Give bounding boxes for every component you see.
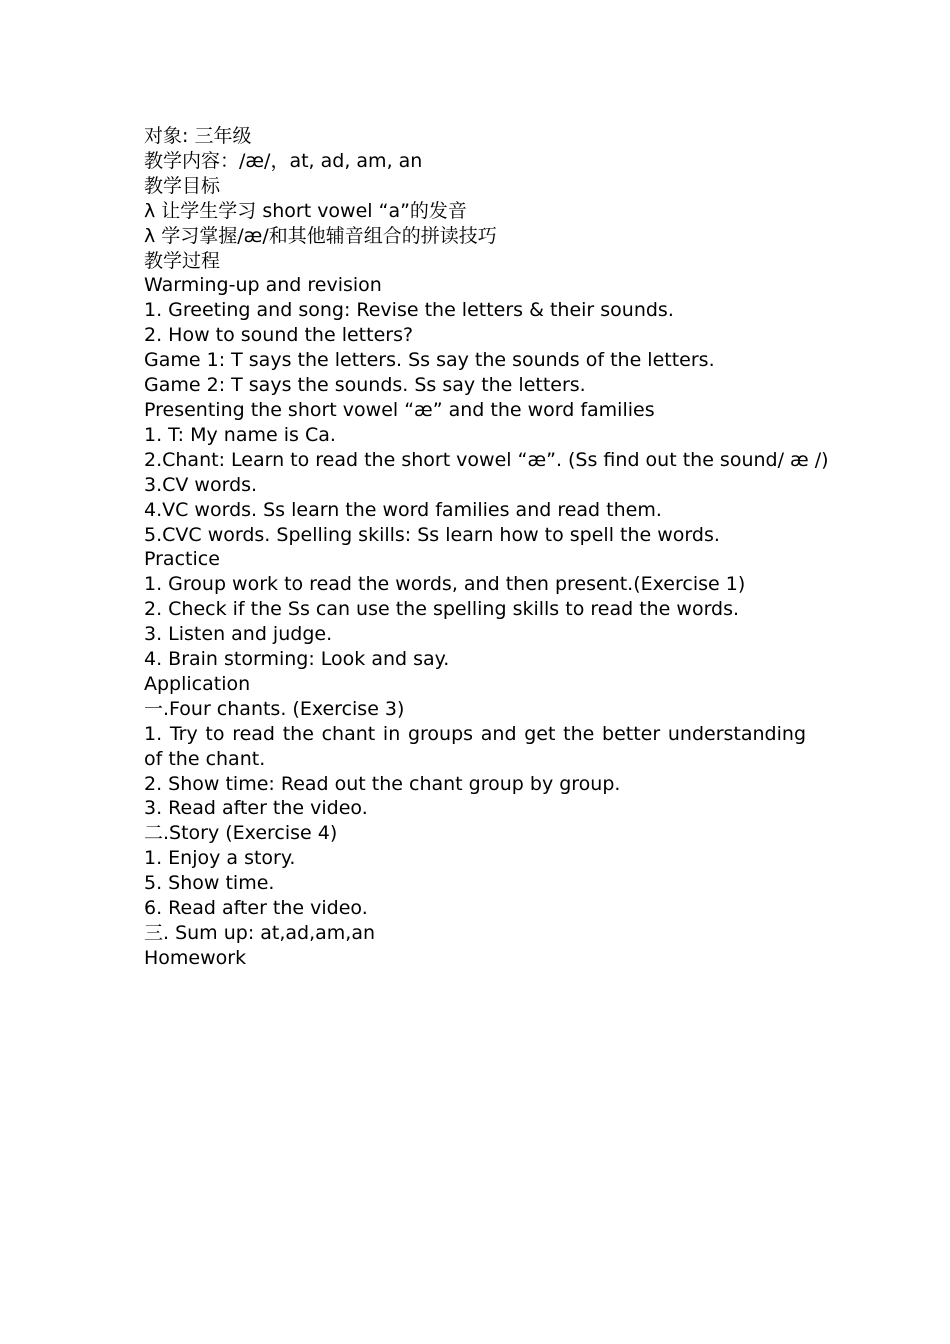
list-item: 1. Enjoy a story.	[144, 847, 296, 870]
list-item: 2. Show time: Read out the chant group by group.	[144, 772, 621, 795]
section-heading-application: Application	[144, 672, 251, 695]
subsection-heading: 三. Sum up: at,ad,am,an	[144, 922, 376, 944]
list-item: 5. Show time.	[144, 872, 275, 895]
list-item: 5.CVC words. Spelling skills: Ss learn how to spell the words.	[144, 523, 720, 546]
subsection-heading: 二.Story (Exercise 4)	[144, 822, 338, 845]
list-item: 4. Brain storming: Look and say.	[144, 648, 450, 671]
list-item: 1. T: My name is Ca.	[144, 423, 336, 446]
list-item: 1. Greeting and song: Revise the letters & their sounds.	[144, 299, 674, 322]
section-heading-practice: Practice	[144, 548, 220, 571]
target-grade-line: 对象: 三年级	[144, 125, 252, 147]
section-heading-warmup: Warming-up and revision	[144, 274, 382, 297]
list-item: 2. Check if the Ss can use the spelling skills to read the words.	[144, 598, 740, 621]
list-item: 4.VC words. Ss learn the word families and read them.	[144, 498, 662, 521]
list-item: 2. How to sound the letters?	[144, 324, 414, 347]
list-item: Game 2: T says the sounds. Ss say the letters.	[144, 374, 586, 397]
list-item: 1. Try to read the chant in groups and get the better understanding of the chant.	[144, 722, 806, 770]
list-item: 2.Chant: Learn to read the short vowel “æ”. (Ss find out the sound/ æ /)	[144, 448, 829, 471]
section-heading-presenting: Presenting the short vowel “æ” and the word families	[144, 398, 655, 421]
teaching-content-line: 教学内容：/æ/，at, ad, am, an	[144, 149, 423, 172]
section-heading-homework: Homework	[144, 946, 247, 969]
objective-item: λ 让学生学习 short vowel “a”的发音	[144, 199, 467, 222]
list-item: 3. Read after the video.	[144, 797, 368, 820]
subsection-heading: 一.Four chants. (Exercise 3)	[144, 697, 405, 720]
list-item: 1. Group work to read the words, and then present.(Exercise 1)	[144, 573, 746, 596]
list-item: 3.CV words.	[144, 473, 258, 496]
list-item: 3. Listen and judge.	[144, 623, 333, 646]
objective-item: λ 学习掌握/æ/和其他辅音组合的拼读技巧	[144, 224, 497, 247]
section-heading-objectives: 教学目标	[144, 174, 221, 197]
list-item: 6. Read after the video.	[144, 897, 368, 920]
section-heading-process: 教学过程	[144, 249, 221, 272]
document-body	[144, 124, 829, 971]
list-item: Game 1: T says the letters. Ss say the sounds of the letters.	[144, 349, 715, 372]
